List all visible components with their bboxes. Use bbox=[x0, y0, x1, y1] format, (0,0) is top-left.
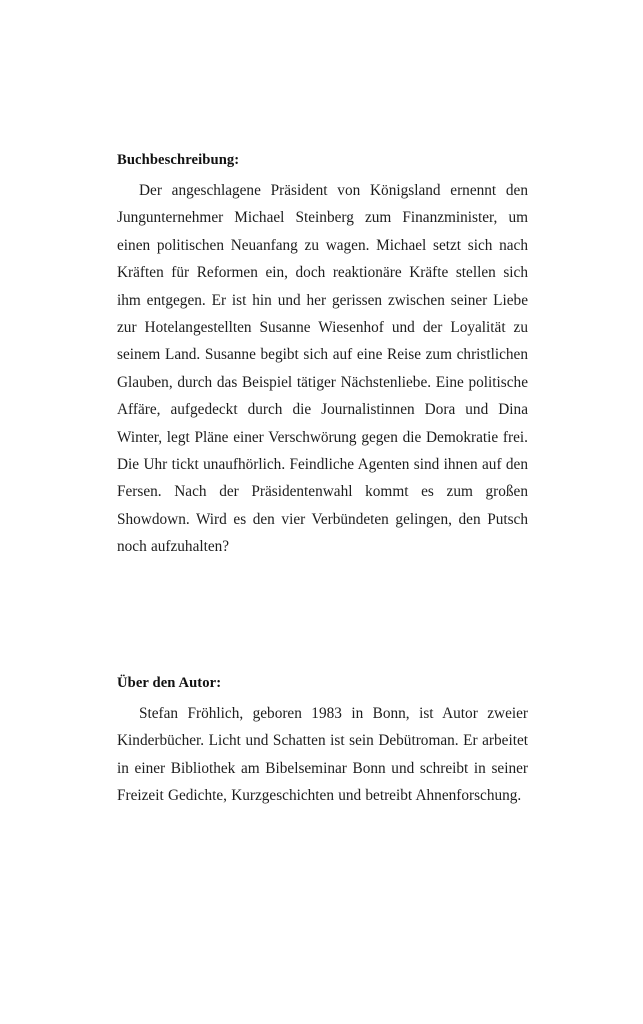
section-about-author bbox=[117, 673, 528, 810]
section-spacer bbox=[117, 561, 528, 673]
book-description-paragraph: Der angeschlagene Präsident von Königsland ernennt den Jungunternehmer Michael Steinberg zum Finanzminister, um einen politischen Neuanfang zu wagen. Michael setzt sich nach Kräften für Reformen ein, doch reaktionäre Kräfte stellen sich ihm entgegen. Er ist hin und her gerissen zwischen seiner Liebe zur Hotelangestellten Susanne Wiesenhof und der Loyalität zu seinem Land. Susanne begibt sich auf eine Reise zum christlichen Glauben, durch das Beispiel tätiger Nächstenliebe. Eine politische Affäre, aufgedeckt durch die Journalistinnen Dora und Dina Winter, legt Pläne einer Verschwörung gegen die Demokratie frei. Die Uhr tickt unaufhörlich. Feindliche Agenten sind ihnen auf den Fersen. Nach der Präsidentenwahl kommt es zum großen Showdown. Wird es den vier Verbündeten gelingen, den Putsch noch aufzuhalten? bbox=[117, 182, 528, 556]
about-author-paragraph: Stefan Fröhlich, geboren 1983 in Bonn, ist Autor zweier Kinderbücher. Licht und Schatten ist sein Debütroman. Er arbeitet in einer Bibliothek am Bibelseminar Bonn und schreibt in seiner Freizeit Gedichte, Kurzgeschichten und betreibt Ahnenforschung. bbox=[117, 704, 528, 805]
book-description-heading: Buchbeschreibung: bbox=[117, 152, 240, 168]
about-author-heading: Über den Autor: bbox=[117, 674, 222, 691]
page-content bbox=[117, 150, 528, 810]
section-book-description bbox=[117, 150, 528, 561]
